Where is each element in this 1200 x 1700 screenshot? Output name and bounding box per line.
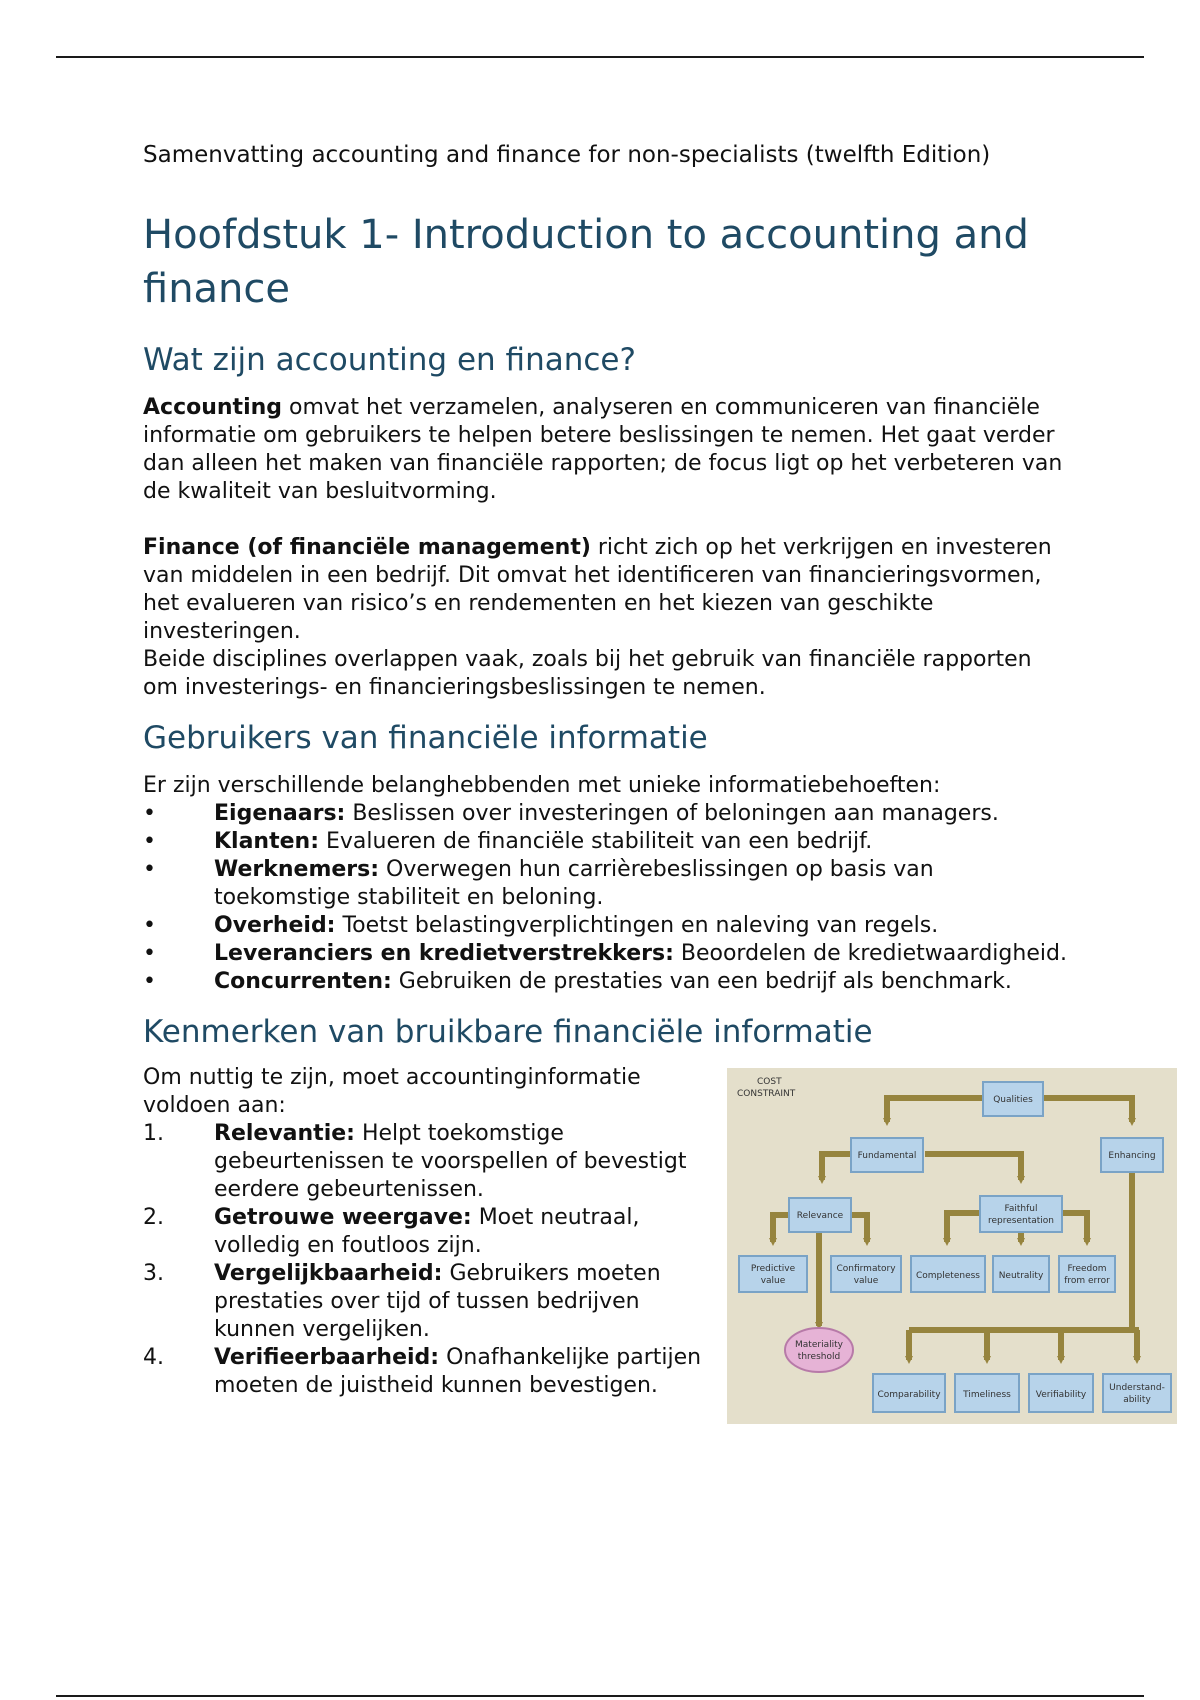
box-predictive-label-2: value [760, 1276, 786, 1286]
users-list [143, 800, 1073, 996]
list-item-text: Gebruikers moeten prestaties over tijd of tussen bedrijven kunnen vergelijken. [214, 1261, 661, 1342]
list-item-term: Getrouwe weergave: [214, 1205, 472, 1230]
box-freedom-label-2: from error [1064, 1276, 1110, 1286]
users-intro: Er zijn verschillende belanghebbenden met unieke informatiebehoeften: [143, 773, 941, 798]
document-body [143, 140, 1165, 1405]
list-number: 2. [143, 1205, 164, 1230]
box-freedom-from-error [1059, 1256, 1115, 1292]
list-item-text: Beslissen over investeringen of beloningen aan managers. [345, 801, 999, 826]
list-item-text: Gebruiken de prestaties van een bedrijf als benchmark. [391, 969, 1012, 994]
list-item-text: Evalueren de financiële stabiliteit van een bedrijf. [319, 829, 873, 854]
list-item-text: Onafhankelijke partijen moeten de juistheid kunnen bevestigen. [214, 1345, 702, 1398]
top-rule [56, 56, 1144, 58]
list-item [143, 912, 1073, 940]
box-neutrality [993, 1256, 1049, 1292]
box-timeliness [955, 1374, 1019, 1412]
box-understandability-label: Understand- [1109, 1383, 1165, 1393]
diagram-background [727, 1068, 1177, 1424]
materiality-label: Materiality [795, 1340, 843, 1350]
list-item [143, 1120, 718, 1204]
bullet-marker: • [143, 801, 156, 826]
box-relevance [789, 1198, 851, 1232]
list-item-text: Toetst belastingverplichtingen en naleving van regels. [335, 913, 939, 938]
box-completeness [911, 1256, 985, 1292]
box-enhancing [1101, 1138, 1163, 1172]
list-item-term: Verifieerbaarheid: [214, 1345, 440, 1370]
list-item-term: Klanten: [214, 829, 319, 854]
box-freedom-label: Freedom [1067, 1264, 1107, 1274]
list-item [143, 940, 1073, 968]
box-faithful-label-2: representation [987, 1216, 1055, 1226]
section-heading-accounting-finance: Wat zijn accounting en finance? [143, 342, 636, 378]
paragraph-accounting-text: omvat het verzamelen, analyseren en communiceren van financiële informatie om gebruikers te helpen betere beslissingen te nemen. Het gaat verder dan alleen het maken van financiële rapporten; de focus ligt op het verbeteren van de kwaliteit van besluitvorming. [143, 395, 1063, 504]
list-number: 1. [143, 1121, 164, 1146]
box-comparability [873, 1374, 945, 1412]
paragraph-finance [143, 534, 1073, 646]
bullet-marker: • [143, 941, 156, 966]
box-understandability [1103, 1374, 1171, 1412]
bullet-marker: • [143, 857, 156, 882]
box-timeliness-label: Timeliness [963, 1390, 1011, 1400]
cost-constraint-label: COST [757, 1077, 782, 1087]
characteristics-text [143, 1064, 718, 1400]
box-fundamental-label: Fundamental [857, 1151, 917, 1161]
list-item-text: Moet neutraal, volledig en foutloos zijn. [214, 1205, 640, 1258]
paragraph-accounting [143, 394, 1073, 506]
box-neutrality-label: Neutrality [998, 1271, 1044, 1281]
list-item [143, 828, 1073, 856]
box-qualities-label: Qualities [993, 1095, 1033, 1105]
box-confirmatory-label: Confirmatory [836, 1264, 896, 1274]
qualitative-characteristics-diagram [727, 1068, 1177, 1424]
list-item-term: Eigenaars: [214, 801, 346, 826]
box-relevance-label: Relevance [796, 1211, 844, 1221]
box-enhancing-label: Enhancing [1108, 1151, 1156, 1161]
section-heading-characteristics: Kenmerken van bruikbare financiële informatie [143, 1014, 873, 1050]
list-item-term: Werknemers: [214, 857, 380, 882]
paragraph-finance-text: richt zich op het verkrijgen en investeren van middelen in een bedrijf. Dit omvat het identificeren van financieringsvormen, het evalueren van risico’s en rendementen en het kiezen van geschikte investeringen. [143, 535, 1052, 644]
list-item-text: Overwegen hun carrièrebeslissingen op basis van toekomstige stabiliteit en beloning. [214, 857, 934, 910]
bullet-marker: • [143, 829, 156, 854]
spacer [143, 506, 1073, 534]
box-confirmatory-value [831, 1256, 901, 1292]
ellipse-materiality-threshold [785, 1328, 853, 1372]
list-item-term: Vergelijkbaarheid: [214, 1261, 443, 1286]
box-confirmatory-label-2: value [853, 1276, 879, 1286]
box-predictive-label: Predictive [750, 1264, 796, 1274]
list-item-text: Helpt toekomstige gebeurtenissen te voorspellen of bevestigt eerdere gebeurtenissen. [214, 1121, 687, 1202]
bullet-marker: • [143, 913, 156, 938]
bottom-rule [56, 1695, 1144, 1697]
list-item [143, 1260, 718, 1344]
list-item-term: Relevantie: [214, 1121, 355, 1146]
list-number: 3. [143, 1261, 164, 1286]
term-accounting: Accounting [143, 395, 283, 420]
characteristics-list [143, 1120, 718, 1400]
list-number: 4. [143, 1345, 164, 1370]
list-item [143, 968, 1073, 996]
box-understandability-label-2: ability [1123, 1395, 1151, 1405]
cost-constraint-label-2: CONSTRAINT [737, 1089, 796, 1099]
characteristics-intro: Om nuttig te zijn, moet accountinginformatie voldoen aan: [143, 1065, 641, 1118]
paragraph-overlap: Beide disciplines overlappen vaak, zoals bij het gebruik van financiële rapporten om investerings- en financieringsbeslissingen te nemen. [143, 647, 1032, 700]
chapter-title: Hoofdstuk 1- Introduction to accounting and finance [143, 212, 1029, 312]
list-item-text: Beoordelen de kredietwaardigheid. [673, 941, 1067, 966]
list-item [143, 1204, 718, 1260]
box-faithful-label: Faithful [1004, 1204, 1038, 1214]
list-item-term: Concurrenten: [214, 969, 392, 994]
document-subtitle: Samenvatting accounting and finance for non-specialists (twelfth Edition) [143, 142, 991, 168]
list-item [143, 1344, 718, 1400]
box-fundamental [851, 1138, 923, 1172]
box-qualities [983, 1082, 1043, 1116]
box-faithful-representation [980, 1196, 1062, 1232]
box-comparability-label: Comparability [877, 1390, 941, 1400]
list-item-term: Leveranciers en kredietverstrekkers: [214, 941, 674, 966]
box-verifiability [1029, 1374, 1093, 1412]
list-item [143, 800, 1073, 828]
list-item [143, 856, 1073, 912]
list-item-term: Overheid: [214, 913, 336, 938]
characteristics-block [143, 1064, 1165, 1405]
box-completeness-label: Completeness [916, 1271, 980, 1281]
box-verifiability-label: Verifiability [1035, 1390, 1087, 1400]
box-predictive-value [739, 1256, 807, 1292]
section-heading-users: Gebruikers van financiële informatie [143, 720, 708, 756]
materiality-label-2: threshold [797, 1352, 841, 1362]
term-finance: Finance (of financiële management) [143, 535, 591, 560]
bullet-marker: • [143, 969, 156, 994]
